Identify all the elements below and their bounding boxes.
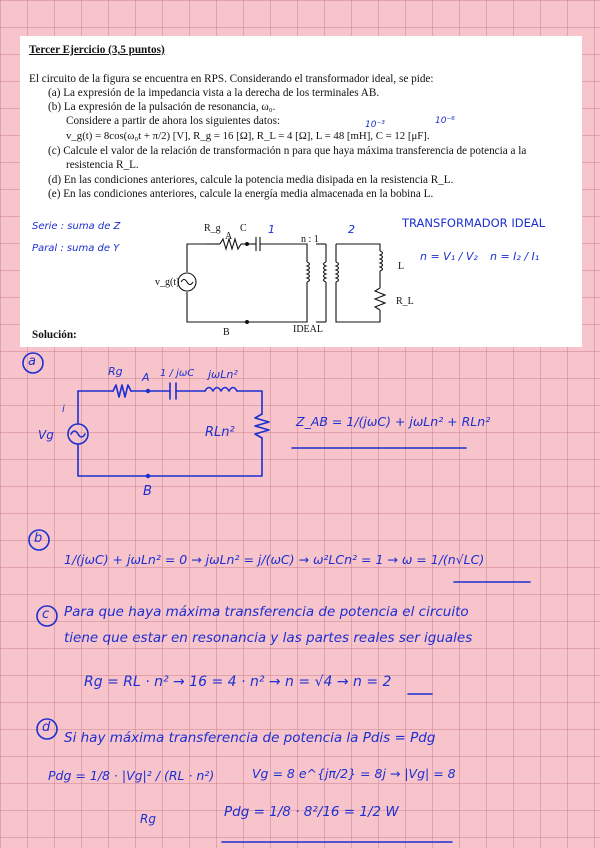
a-current: i — [62, 404, 65, 415]
a-zab: Z_AB = 1/(jωC) + jωLn² + RLn² — [296, 414, 491, 429]
item-c-cont: resistencia R_L. — [66, 159, 139, 171]
fig-l: L — [398, 261, 405, 272]
note-one: 1 — [268, 223, 275, 236]
marker-d: d — [42, 720, 51, 735]
note-trafo: TRANSFORMADOR IDEAL — [402, 216, 546, 230]
item-e: (e) En las condiciones anteriores, calcule la energía media almacenada en la bobina L. — [48, 188, 434, 200]
d-rg-note: Rg — [140, 812, 156, 826]
item-a: (a) La expresión de la impedancia vista a la derecha de los terminales AB. — [48, 87, 380, 99]
fig-vg: v_g(t) — [155, 277, 180, 288]
marker-c: c — [42, 607, 50, 622]
item-d: (d) En las condiciones anteriores, calcule la potencia media disipada en la resistencia R_L. — [48, 174, 454, 186]
fig-ratio: n : 1 — [301, 234, 319, 245]
exercise-intro: El circuito de la figura se encuentra en RPS. Considerando el transformador ideal, se pide: — [29, 73, 434, 85]
note-n-voltage: n = V₁ / V₂ — [420, 250, 478, 263]
d-pdg: Pdg = 1/8 · |Vg|² / (RL · n²) — [48, 768, 215, 783]
b-resonance: 1/(jωC) + jωLn² = 0 → jωLn² = j/(ωC) → ω²LCn² = 1 → ω = 1/(n√LC) — [64, 552, 485, 567]
marker-a: a — [28, 354, 36, 369]
fig-b: B — [223, 327, 230, 338]
fig-rl: R_L — [396, 296, 414, 307]
a-vg: Vg — [38, 428, 54, 442]
fig-ideal: IDEAL — [293, 324, 323, 335]
d-line-1: Si hay máxima transferencia de potencia la Pdis = Pdg — [64, 730, 436, 746]
data-values: v_g(t) = 8cos(ω₀t + π/2) [V], R_g = 16 [Ω], R_L = 4 [Ω], L = 48 [mH], C = 12 [μF]. — [66, 130, 430, 142]
a-node-a: A — [142, 371, 150, 384]
a-capacitor-impedance: 1 / jωC — [160, 368, 195, 379]
note-n-current: n = I₂ / I₁ — [490, 250, 540, 263]
d-result: Pdg = 1/8 · 8²/16 = 1/2 W — [224, 804, 399, 820]
note-micro: 10⁻⁶ — [435, 116, 455, 126]
item-c: (c) Calcule el valor de la relación de transformación n para que haya máxima transferencia de potencia a la — [48, 145, 527, 157]
note-serie: Serie : suma de Z — [32, 221, 121, 232]
fig-c: C — [240, 223, 247, 234]
data-intro: Considere a partir de ahora los siguientes datos: — [66, 115, 281, 127]
a-rl: RLn² — [205, 425, 235, 440]
item-b: (b) La expresión de la pulsación de resonancia, ω₀. — [48, 101, 276, 113]
marker-b: b — [34, 531, 43, 546]
note-two: 2 — [348, 223, 355, 236]
a-node-b: B — [143, 484, 152, 499]
fig-a: A — [225, 231, 233, 242]
fig-rg: R_g — [204, 223, 221, 234]
c-line-2: tiene que estar en resonancia y las partes reales ser iguales — [64, 630, 473, 646]
c-line-1: Para que haya máxima transferencia de potencia el circuito — [64, 604, 469, 620]
note-paral: Paral : suma de Y — [32, 243, 120, 254]
note-milli: 10⁻³ — [365, 120, 385, 130]
d-vg: Vg = 8 e^{jπ/2} = 8j → |Vg| = 8 — [252, 766, 456, 781]
c-equation: Rg = RL · n² → 16 = 4 · n² → n = √4 → n = 2 — [84, 674, 392, 690]
solucion-label: Solución: — [32, 329, 77, 341]
exercise-title: Tercer Ejercicio (3,5 puntos) — [29, 44, 165, 56]
a-rg: Rg — [108, 365, 123, 378]
a-inductor-impedance: jωLn² — [208, 368, 238, 381]
